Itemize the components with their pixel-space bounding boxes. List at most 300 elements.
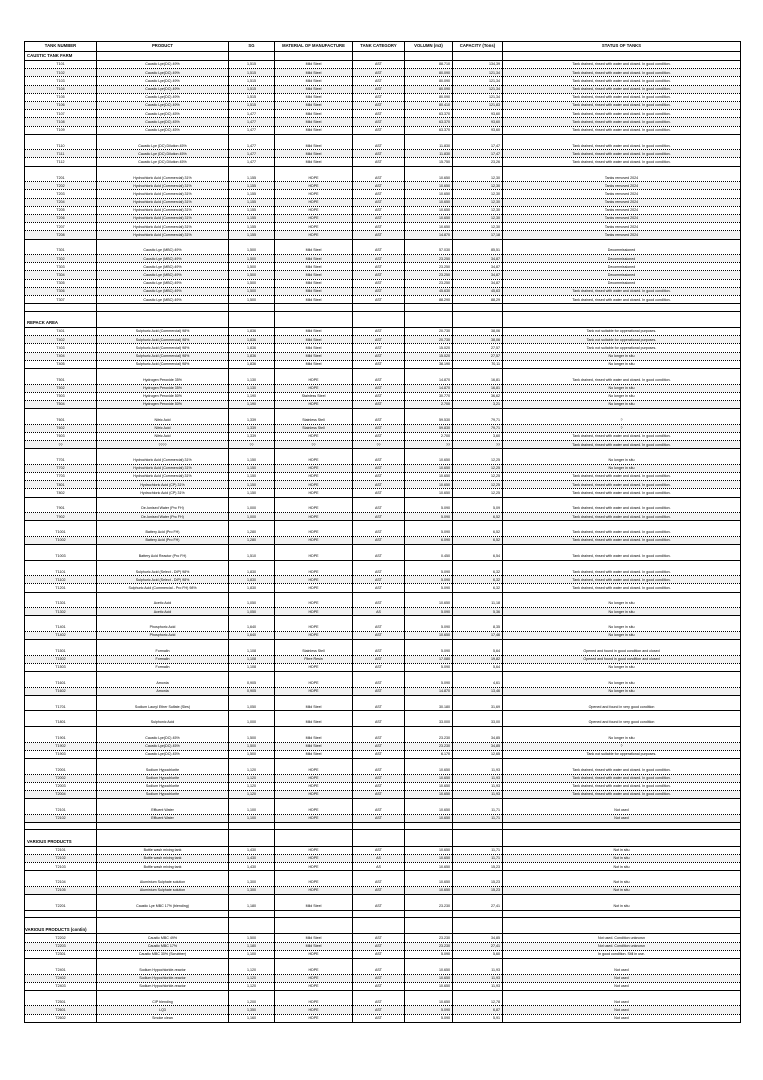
cell-category: AST	[353, 214, 405, 222]
cell-volume: 80.090	[405, 85, 453, 93]
spacer-cell	[453, 640, 503, 647]
section-empty-cell	[97, 319, 229, 328]
cell-category: AST	[353, 150, 405, 158]
cell-product: Sodium Lauryl Ether Sulfate (Sles)	[97, 703, 229, 711]
cell-sg: 1,180	[229, 942, 275, 950]
table-row	[25, 863, 741, 871]
section-empty-cell	[503, 52, 741, 61]
spacer-cell	[405, 311, 453, 318]
cell-category: AST	[353, 464, 405, 472]
section-header-row	[25, 52, 741, 61]
spacer-cell	[229, 497, 275, 504]
cell-sg: 1,150	[229, 464, 275, 472]
cell-capacity: 79,71	[453, 424, 503, 432]
table-row	[25, 608, 741, 616]
cell-status: Tank drained, rinsed with water and closed. In good condition.	[503, 568, 741, 576]
cell-capacity: 93,60	[453, 118, 503, 126]
cell-tank: T401	[25, 328, 97, 336]
cell-material: HDPE	[275, 631, 353, 639]
spacer-cell	[229, 560, 275, 567]
cell-status: Tank drained, rinsed with water and closed. In good condition.	[503, 101, 741, 109]
cell-category: AST	[353, 473, 405, 481]
spacer-cell	[405, 134, 453, 141]
cell-product: Bottle wash mixing tank	[97, 854, 229, 862]
section-empty-cell	[353, 837, 405, 846]
cell-product: Sulphuric Acid (Commercial) 98%	[97, 328, 229, 336]
spacer-cell	[353, 239, 405, 246]
cell-product: Hydrochloric Acid (Commercial) 31%	[97, 464, 229, 472]
spacer-cell	[353, 521, 405, 528]
cell-category: AST	[353, 158, 405, 166]
spacer-cell	[453, 871, 503, 878]
cell-capacity: 17,18	[453, 231, 503, 239]
cell-sg: 1,130	[229, 376, 275, 384]
spacer-cell	[275, 640, 353, 647]
spacer-cell	[453, 239, 503, 246]
cell-volume: 10.650	[405, 600, 453, 608]
table-row	[25, 69, 741, 77]
spacer-cell	[25, 616, 97, 623]
table-row	[25, 878, 741, 886]
table-row	[25, 942, 741, 950]
spacer-cell	[275, 672, 353, 679]
spacer-cell	[25, 521, 97, 528]
cell-material: Mild Steel	[275, 93, 353, 101]
cell-status: In good condition. Still in use.	[503, 950, 741, 958]
spacer-cell	[97, 409, 229, 416]
section-empty-cell	[353, 52, 405, 61]
spacer-cell	[405, 560, 453, 567]
cell-status: No longer in situ	[503, 734, 741, 742]
cell-tank: T2601	[25, 1006, 97, 1014]
spacer-cell	[97, 822, 229, 829]
cell-volume: 10.650	[405, 214, 453, 222]
cell-product: Sulphuric Acid (Commercial - Pro FH) 98%	[97, 584, 229, 592]
cell-tank: T301	[25, 246, 97, 254]
spacer-cell	[353, 497, 405, 504]
cell-category: AST	[353, 142, 405, 150]
cell-capacity: ??	[453, 441, 503, 449]
spacer-cell	[275, 695, 353, 702]
table-row	[25, 400, 741, 408]
cell-category: AST	[353, 504, 405, 512]
cell-sg: 1,515	[229, 69, 275, 77]
spacer-cell	[229, 958, 275, 965]
cell-volume: 88.710	[405, 61, 453, 69]
spacer-cell	[25, 695, 97, 702]
table-row	[25, 296, 741, 304]
group-spacer-row	[25, 640, 741, 647]
cell-category: AST	[353, 61, 405, 69]
cell-product: Battery Acid Reactor (Pro FH)	[97, 552, 229, 560]
spacer-cell	[353, 672, 405, 679]
spacer-cell	[405, 695, 453, 702]
cell-sg: 1,640	[229, 623, 275, 631]
cell-sg: 1,160	[229, 1014, 275, 1022]
section-empty-cell	[405, 837, 453, 846]
cell-category: AST	[353, 790, 405, 798]
cell-status: Not used	[503, 974, 741, 982]
cell-tank: T307	[25, 296, 97, 304]
cell-capacity: 34,85	[453, 934, 503, 942]
spacer-cell	[229, 368, 275, 375]
cell-sg: 1,515	[229, 61, 275, 69]
cell-status: Opened and found in good condition and closed	[503, 655, 741, 663]
cell-material: HDPE	[275, 623, 353, 631]
section-label: VARIOUS PRODUCTS (contin)	[25, 925, 97, 934]
cell-tank: T801	[25, 481, 97, 489]
cell-product: Caustic Lye(DC) 45%	[97, 734, 229, 742]
cell-product: Caustic Lye (MBC) 49%	[97, 255, 229, 263]
cell-volume: 10.650	[405, 974, 453, 982]
spacer-cell	[405, 449, 453, 456]
cell-material: Stainless Stell	[275, 416, 353, 424]
cell-capacity: 8,35	[453, 623, 503, 631]
table-row	[25, 336, 741, 344]
cell-product: Caustic Lye(DC) 49%	[97, 101, 229, 109]
group-spacer-row	[25, 409, 741, 416]
table-row	[25, 886, 741, 894]
cell-product: Hydrochloric Acid (Commercial) 31%	[97, 206, 229, 214]
cell-sg: 1,280	[229, 536, 275, 544]
spacer-cell	[25, 304, 97, 311]
cell-product: Nitric Acid	[97, 424, 229, 432]
cell-product: Caustic Lye(DC) 49%	[97, 93, 229, 101]
spacer-cell	[453, 560, 503, 567]
cell-volume: 2.700	[405, 432, 453, 440]
spacer-cell	[229, 917, 275, 924]
cell-status: Tanks removed 2024	[503, 223, 741, 231]
cell-material: Mild Steel	[275, 110, 353, 118]
cell-status: Tank drained, rinsed with water and closed. In good condition.	[503, 489, 741, 497]
spacer-cell	[97, 958, 229, 965]
cell-volume: 5.090	[405, 663, 453, 671]
cell-product: Sulphonic Acid	[97, 718, 229, 726]
cell-material: HDPE	[275, 489, 353, 497]
cell-volume: 10.650	[405, 464, 453, 472]
cell-category: AST	[353, 336, 405, 344]
cell-sg: 1,500	[229, 742, 275, 750]
cell-product: De-Ionised Water (Pro FH)	[97, 513, 229, 521]
spacer-cell	[229, 758, 275, 765]
cell-tank: T603	[25, 432, 97, 440]
cell-status: Tank drained, rinsed with water and closed. In good condition.	[503, 576, 741, 584]
cell-category: AST	[353, 110, 405, 118]
cell-product: Bottle wash mixing tank	[97, 863, 229, 871]
cell-category: AST	[353, 456, 405, 464]
spacer-cell	[503, 830, 741, 837]
cell-tank: T2301	[25, 950, 97, 958]
cell-material: Fibre Resin	[275, 655, 353, 663]
cell-capacity: 12,25	[453, 481, 503, 489]
cell-sg: 1,155	[229, 206, 275, 214]
spacer-cell	[453, 616, 503, 623]
cell-status: Tank drained, rinsed with water and closed. In good condition.	[503, 790, 741, 798]
cell-status: Decommissioned	[503, 246, 741, 254]
spacer-cell	[275, 304, 353, 311]
spacer-cell	[405, 958, 453, 965]
spacer-cell	[97, 545, 229, 552]
cell-tank: T2103	[25, 863, 97, 871]
cell-category: AST	[353, 279, 405, 287]
cell-status: Tank drained, rinsed with water and closed. In good condition.	[503, 504, 741, 512]
cell-volume: 80.090	[405, 77, 453, 85]
cell-product: Amonia	[97, 687, 229, 695]
cell-category: AST	[353, 198, 405, 206]
cell-capacity: 11,93	[453, 790, 503, 798]
cell-tank: T504	[25, 400, 97, 408]
section-spacer-row	[25, 311, 741, 318]
cell-product: Caustic Lye (MBC) 49%	[97, 287, 229, 295]
spacer-cell	[25, 917, 97, 924]
cell-material: HDPE	[275, 552, 353, 560]
cell-tank: T601	[25, 416, 97, 424]
cell-sg: 1,300	[229, 878, 275, 886]
spacer-cell	[405, 711, 453, 718]
cell-material: Stainless Steel	[275, 392, 353, 400]
cell-sg: 1,836	[229, 328, 275, 336]
section-empty-cell	[503, 837, 741, 846]
spacer-cell	[453, 409, 503, 416]
cell-capacity: 121,34	[453, 69, 503, 77]
spacer-cell	[25, 910, 97, 917]
table-row	[25, 328, 741, 336]
spacer-cell	[275, 409, 353, 416]
cell-tank: T2402	[25, 974, 97, 982]
cell-status: Tank drained, rinsed with water and closed. In good condition.	[503, 441, 741, 449]
table-row	[25, 950, 741, 958]
cell-sg: ??	[229, 441, 275, 449]
cell-product: Sulphuric Acid (Commercial) 98%	[97, 360, 229, 368]
spacer-cell	[353, 616, 405, 623]
spacer-cell	[503, 695, 741, 702]
cell-tank: T2102	[25, 854, 97, 862]
cell-sg: 1,430	[229, 863, 275, 871]
cell-category: AST	[353, 118, 405, 126]
cell-status: Tanks removed 2024	[503, 214, 741, 222]
cell-material: HDPE	[275, 190, 353, 198]
cell-tank: T1601	[25, 679, 97, 687]
cell-category: AST	[353, 231, 405, 239]
cell-capacity: 12,30	[453, 223, 503, 231]
cell-category: AST	[353, 344, 405, 352]
cell-capacity: 16,81	[453, 376, 503, 384]
spacer-cell	[503, 560, 741, 567]
cell-product: Caustic Lye (MBC) 49%	[97, 296, 229, 304]
cell-material: HDPE	[275, 846, 353, 854]
group-spacer-row	[25, 368, 741, 375]
cell-status: Tank drained, rinsed with water and closed. In good condition.	[503, 77, 741, 85]
cell-tank: T1001	[25, 528, 97, 536]
cell-category: AST	[353, 296, 405, 304]
table-row	[25, 101, 741, 109]
cell-product: Caustic Lye (MBC) 49%	[97, 263, 229, 271]
cell-status: Tank drained, rinsed with water and closed. In good condition.	[503, 552, 741, 560]
cell-product: Sulphuric Acid (Commercial) 98%	[97, 344, 229, 352]
section-empty-cell	[275, 52, 353, 61]
cell-material: Mild Steel	[275, 750, 353, 758]
spacer-cell	[275, 166, 353, 173]
cell-status: Tank not suitable for opperational purposes.	[503, 328, 741, 336]
spacer-cell	[405, 822, 453, 829]
section-header-row	[25, 925, 741, 934]
cell-product: Hydrochloric Acid (Commercial) 31%	[97, 231, 229, 239]
table-row	[25, 687, 741, 695]
spacer-cell	[229, 711, 275, 718]
cell-material: HDPE	[275, 376, 353, 384]
cell-tank: T112	[25, 158, 97, 166]
cell-sg: 1,155	[229, 214, 275, 222]
cell-material: Mild Steel	[275, 255, 353, 263]
cell-capacity: 15,23	[453, 878, 503, 886]
spacer-cell	[229, 990, 275, 997]
cell-sg: 1,515	[229, 101, 275, 109]
cell-volume: 11.830	[405, 150, 453, 158]
cell-status: No longer in situ	[503, 631, 741, 639]
cell-tank: T208	[25, 231, 97, 239]
spacer-cell	[503, 497, 741, 504]
cell-volume: 38.190	[405, 360, 453, 368]
cell-sg: 1,120	[229, 982, 275, 990]
group-spacer-row	[25, 521, 741, 528]
cell-capacity: 33,00	[453, 718, 503, 726]
spacer-cell	[405, 990, 453, 997]
table-row	[25, 782, 741, 790]
cell-sg: 1,000	[229, 718, 275, 726]
cell-volume: 10.650	[405, 631, 453, 639]
cell-material: HDPE	[275, 806, 353, 814]
cell-capacity: 38,06	[453, 336, 503, 344]
cell-material: HDPE	[275, 782, 353, 790]
cell-category: AST	[353, 536, 405, 544]
group-spacer-row	[25, 758, 741, 765]
cell-volume: 10.650	[405, 863, 453, 871]
cell-sg: 1,477	[229, 118, 275, 126]
cell-sg: 1,500	[229, 246, 275, 254]
spacer-cell	[275, 592, 353, 599]
cell-capacity: 6,52	[453, 536, 503, 544]
spacer-cell	[275, 871, 353, 878]
cell-status: Not in situ	[503, 846, 741, 854]
spacer-cell	[353, 895, 405, 902]
cell-tank: T2104	[25, 878, 97, 886]
spacer-cell	[275, 711, 353, 718]
cell-material: HDPE	[275, 473, 353, 481]
cell-material: HDPE	[275, 182, 353, 190]
spacer-cell	[503, 758, 741, 765]
cell-tank: T1701	[25, 703, 97, 711]
table-row	[25, 934, 741, 942]
spacer-cell	[503, 616, 741, 623]
cell-product: Hydrogen Peroxide 50%	[97, 392, 229, 400]
cell-product: Hydrochloric Acid (Commercial) 31%	[97, 223, 229, 231]
cell-material: HDPE	[275, 886, 353, 894]
cell-volume: 17.080	[405, 655, 453, 663]
spacer-cell	[453, 521, 503, 528]
cell-sg: 1,500	[229, 271, 275, 279]
table-row	[25, 623, 741, 631]
cell-tank: T203	[25, 190, 97, 198]
spacer-cell	[275, 727, 353, 734]
cell-tank: T1003	[25, 552, 97, 560]
cell-status: Tank drained, rinsed with water and closed. In good condition.	[503, 287, 741, 295]
cell-sg: 1,510	[229, 552, 275, 560]
table-row	[25, 663, 741, 671]
cell-tank: T702	[25, 464, 97, 472]
spacer-cell	[25, 497, 97, 504]
spacer-cell	[229, 727, 275, 734]
table-row	[25, 246, 741, 254]
cell-tank: T101	[25, 61, 97, 69]
cell-category: AST	[353, 806, 405, 814]
cell-sg: 1,155	[229, 223, 275, 231]
section-empty-cell	[97, 925, 229, 934]
cell-product: Acetic Acid	[97, 600, 229, 608]
spacer-cell	[453, 958, 503, 965]
cell-capacity: 34,87	[453, 271, 503, 279]
cell-volume: 10.650	[405, 966, 453, 974]
cell-capacity: 121,34	[453, 77, 503, 85]
spacer-cell	[229, 239, 275, 246]
cell-tank: T1901	[25, 734, 97, 742]
spacer-cell	[229, 449, 275, 456]
cell-volume: 59.530	[405, 416, 453, 424]
cell-tank: T403	[25, 344, 97, 352]
spacer-cell	[405, 871, 453, 878]
cell-product: Phosphoric Acid	[97, 631, 229, 639]
cell-category: AST	[353, 513, 405, 521]
table-row	[25, 998, 741, 1006]
cell-tank: T402	[25, 336, 97, 344]
spacer-cell	[405, 592, 453, 599]
cell-sg: 1,150	[229, 489, 275, 497]
spacer-cell	[97, 592, 229, 599]
cell-volume: 5.090	[405, 623, 453, 631]
cell-product: Sulphuric Acid (Commercial) 98%	[97, 336, 229, 344]
spacer-cell	[353, 958, 405, 965]
cell-capacity: 6,52	[453, 513, 503, 521]
cell-category: AST	[353, 69, 405, 77]
spacer-cell	[97, 239, 229, 246]
group-spacer-row	[25, 711, 741, 718]
cell-material: HDPE	[275, 231, 353, 239]
cell-product: De-Ionised Water (Pro FH)	[97, 504, 229, 512]
cell-capacity: 121,34	[453, 85, 503, 93]
spacer-cell	[275, 449, 353, 456]
cell-material: Mild Steel	[275, 902, 353, 910]
cell-capacity: 12,30	[453, 198, 503, 206]
section-empty-cell	[405, 319, 453, 328]
cell-volume: 15.020	[405, 344, 453, 352]
cell-volume: 80.090	[405, 93, 453, 101]
spacer-cell	[453, 799, 503, 806]
spacer-cell	[229, 695, 275, 702]
cell-tank: T501	[25, 376, 97, 384]
spacer-cell	[25, 990, 97, 997]
spacer-cell	[25, 758, 97, 765]
cell-tank: T701	[25, 456, 97, 464]
cell-product: Smoke clean	[97, 1014, 229, 1022]
cell-sg: 1,477	[229, 126, 275, 134]
cell-category: AST	[353, 328, 405, 336]
cell-category: AS	[353, 854, 405, 862]
spacer-cell	[229, 640, 275, 647]
cell-sg: 1,477	[229, 142, 275, 150]
cell-volume: 10.650	[405, 998, 453, 1006]
cell-sg: 1,500	[229, 263, 275, 271]
cell-product: Effluent Water	[97, 814, 229, 822]
cell-product: Caustic Lye (MBC) 49%	[97, 246, 229, 254]
